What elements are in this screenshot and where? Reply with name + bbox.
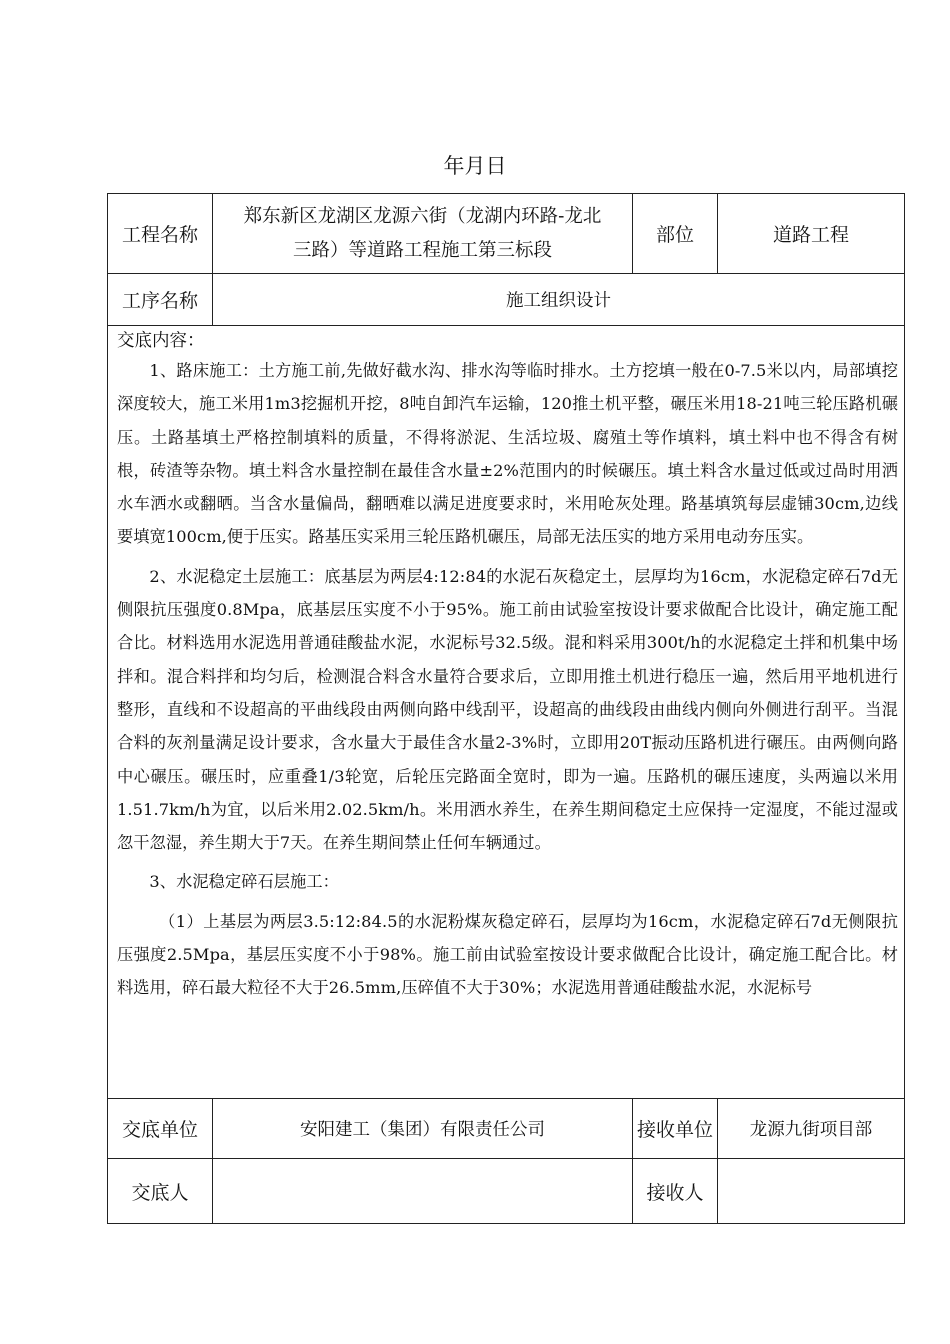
date-line: 年月日 — [443, 154, 507, 178]
handover-person-label: 交底人 — [108, 1159, 213, 1224]
process-row — [108, 274, 905, 326]
person-row — [108, 1159, 905, 1224]
content-paragraph-3: 3、水泥稳定碎石层施工： — [149, 872, 339, 892]
unit-row — [108, 1099, 905, 1159]
part-label: 部位 — [633, 194, 718, 274]
receiver-label: 接收人 — [633, 1159, 718, 1224]
project-name-cell — [213, 194, 633, 274]
receive-unit-value: 龙源九街项目部 — [718, 1099, 905, 1159]
project-name-line1: 郑东新区龙湖区龙源六街（龙湖内环路-龙北 — [243, 205, 602, 227]
content-paragraph-1: 1、路床施工：土方施工前,先做好截水沟、排水沟等临时排水。土方挖填一般在0-7.5米以内，局部填挖深度较大，施工米用1m3挖掘机开挖，8吨自卸汽车运输，120推土机平整，碾压米用18-21吨三轮压路机碾压。土路基填土严格控制填料的质量，不得将淤泥、生活垃圾、腐殖土等作填料，填土料中也不得含有树根，砖渣等杂物。填土料含水量控制在最佳含水量±2%范围内的时候碾压。填土料含水量过低或过咼时用洒水车洒水或翻晒。当含水量偏咼，翻晒难以满足进度要求时，米用呛灰处理。路基填筑每层虚铺30cm,边线要填宽100cm,便于压实。路基压实采用三轮压路机碾压，局部无法压实的地方采用电动夯压实。 — [117, 361, 899, 547]
content-caption: 交底内容： — [117, 331, 205, 351]
handover-unit-value: 安阳建工（集团）有限责任公司 — [213, 1099, 633, 1159]
part-value: 道路工程 — [718, 194, 905, 274]
receive-unit-label: 接收单位 — [633, 1099, 718, 1159]
handover-unit-label: 交底单位 — [108, 1099, 213, 1159]
project-name-line2: 三路）等道路工程施工第三标段 — [293, 239, 553, 261]
content-paragraph-2: 2、水泥稳定土层施工：底基层为两层4:12:84的水泥石灰稳定土，层厚均为16cm，水泥稳定碎石7d无侧限抗压强度0.8Mpa，底基层压实度不小于95%。施工前由试验室按设计要求做配合比设计，确定施工配合比。材料选用水泥选用普通硅酸盐水泥，水泥标号32.5级。混和料采用300t/h的水泥稳定土拌和机集中场拌和。混合料拌和均匀后，检测混合料含水量符合要求后，立即用推土机进行稳压一遍，然后用平地机进行整形，直线和不设超高的平曲线段由两侧向路中线刮平，设超高的曲线段由曲线内侧向外侧进行刮平。当混合料的灰剂量满足设计要求，含水量大于最佳含水量2-3%时，立即用20T振动压路机进行碾压。由两侧向路中心碾压。碾压时，应重叠1/3轮宽，后轮压完路面全宽时，即为一遍。压路机的碾压速度，头两遍以米用1.51.7km/h为宜，以后米用2.02.5km/h。米用洒水养生，在养生期间稳定土应保持一定湿度，不能过湿或忽干忽湿，养生期大于7天。在养生期间禁止任何车辆通过。 — [117, 566, 899, 853]
project-label: 工程名称 — [108, 194, 213, 274]
content-paragraph-4: （1）上基层为两层3.5:12:84.5的水泥粉煤灰稳定碎石，层厚均为16cm，水泥稳定碎石7d无侧限抗压强度2.5Mpa，基层压实度不小于98%。施工前由试验室按设计要求做配合比设计，确定施工配合比。材料选用，碎石最大粒径不大于26.5mm,压碎值不大于30%；水泥选用普通硅酸盐水泥，水泥标号 — [117, 911, 899, 998]
process-label: 工序名称 — [108, 274, 213, 326]
receiver-value[interactable] — [718, 1159, 905, 1224]
handover-person-value[interactable] — [213, 1159, 633, 1224]
process-value: 施工组织设计 — [213, 274, 905, 326]
project-row — [108, 194, 905, 274]
handover-form-table — [107, 193, 905, 1224]
content-row — [108, 326, 905, 1099]
content-cell — [108, 326, 905, 1099]
